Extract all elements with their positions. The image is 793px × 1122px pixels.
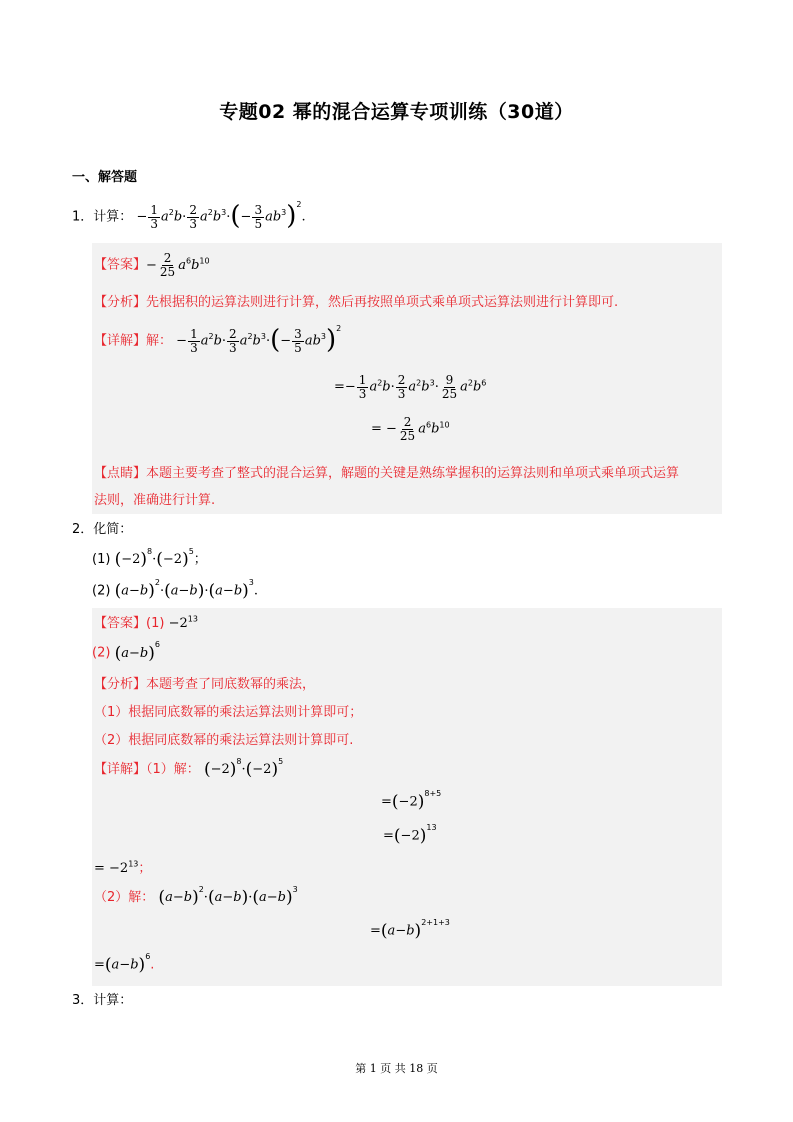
q2-part-2: (2) $(a-b)^2\cdot(a-b)\cdot(a-b)^3$. (92, 578, 259, 601)
page-footer: 第 1 页 共 18 页 (355, 1062, 438, 1075)
q2-number: 2． (72, 522, 94, 537)
q1-answer: 【答案】− $\frac{2}{25}$ $a^6b^{10}$ (94, 251, 210, 279)
section-heading: 一、解答题 (72, 170, 138, 185)
q2-statement (72, 518, 132, 537)
q2-ans1-label: (1) (146, 616, 165, 631)
q2-detail-p1: （1）解： (146, 762, 200, 777)
q2-analysis-tag: 【分析】 (94, 677, 147, 692)
q2-ans2-label: (2) (92, 645, 111, 661)
q3-number: 3． (72, 993, 94, 1008)
q2-step-4: $=(a-b)^{2+1+3}$ (370, 918, 450, 941)
q2-analysis-line-2: （1）根据同底数幂的乘法运算法则计算即可； (94, 705, 363, 720)
q2-detail-p2: （2）解： (94, 890, 155, 905)
q1-analysis-text: 先根据积的运算法则进行计算，然后再按照单项式乘单项式运算法则进行计算即可. (146, 295, 619, 310)
q1-step-1: =− $\frac{1}{3}$ $a^2b\cdot$ $\frac{2}{3}$ $a^2b^3\cdot$ $\frac{9}{25}$ $a^2b^6$ (334, 373, 487, 401)
q2-detail-tag: 【详解】 (94, 762, 147, 777)
q2-part2-label: (2) (92, 583, 111, 599)
q2-analysis (94, 673, 315, 692)
q3-statement (72, 989, 132, 1008)
q3-label: 计算： (93, 993, 133, 1008)
q1-comment-text-2: 法则，准确进行计算. (94, 493, 216, 508)
q1-number: 1． (72, 209, 94, 225)
q1-answer-tag: 【答案】 (94, 257, 147, 273)
q1-comment-text-1: 本题主要考查了整式的混合运算，解题的关键是熟练掌握积的运算法则和单项式乘单项式运算 (146, 466, 680, 481)
q1-comment-tag: 【点睛】 (94, 466, 147, 481)
q2-detail-2: （2）解： $(a-b)^2\cdot(a-b)\cdot(a-b)^3$ (94, 884, 298, 908)
q2-answer-2: (2) $(a-b)^6$ (92, 640, 160, 663)
q2-step-3: = $-2^{13}$； (94, 859, 152, 876)
q2-answer-tag: 【答案】 (94, 616, 147, 631)
q1-analysis (94, 291, 618, 310)
q2-step-2: $=(-2)^{13}$ (383, 823, 437, 846)
q2-step-1: $=(-2)^{8+5}$ (381, 789, 442, 812)
q2-answer-1: 【答案】$(1) -2^{13}$ (94, 614, 198, 631)
q1-detail: 【详解】解： − $\frac{1}{3}$ $a^2b\cdot$ $\frac{2}{3}$ $a^2b^3\cdot(-$ $\frac{3}{5}$ $ab^3)^2$ (94, 324, 342, 355)
q2-analysis-text: 本题考查了同底数幂的乘法， (146, 677, 316, 692)
q1-label: 计算： (93, 209, 133, 225)
q1-statement: 1．计算： − $\frac{1}{3}$ $a^2b\cdot$ $\frac{2}{3}$ $a^2b^3\cdot(-$ $\frac{3}{5}$ $ab^3)^2$. (72, 200, 306, 231)
page-title: 专题02 幂的混合运算专项训练（30道） (219, 101, 574, 123)
q2-part-1: (1) $(-2)^8\cdot(-2)^5$； (92, 546, 207, 570)
q2-step-5: $=(a-b)^6$. (94, 952, 155, 975)
q2-analysis-line-3: （2）根据同底数幂的乘法运算法则计算即可. (94, 733, 354, 748)
q1-detail-tag: 【详解】 (94, 333, 147, 349)
q1-comment-line-1 (94, 462, 679, 481)
q2-detail-1: 【详解】（1）解： $(-2)^8\cdot(-2)^5$ (94, 756, 284, 780)
q1-step-2: = − $\frac{2}{25}$ $a^6b^{10}$ (371, 415, 450, 443)
q2-label: 化简： (93, 522, 133, 537)
q1-analysis-tag: 【分析】 (94, 295, 147, 310)
q1-detail-lead: 解： (146, 333, 173, 349)
q2-part1-label: (1) (92, 552, 111, 567)
